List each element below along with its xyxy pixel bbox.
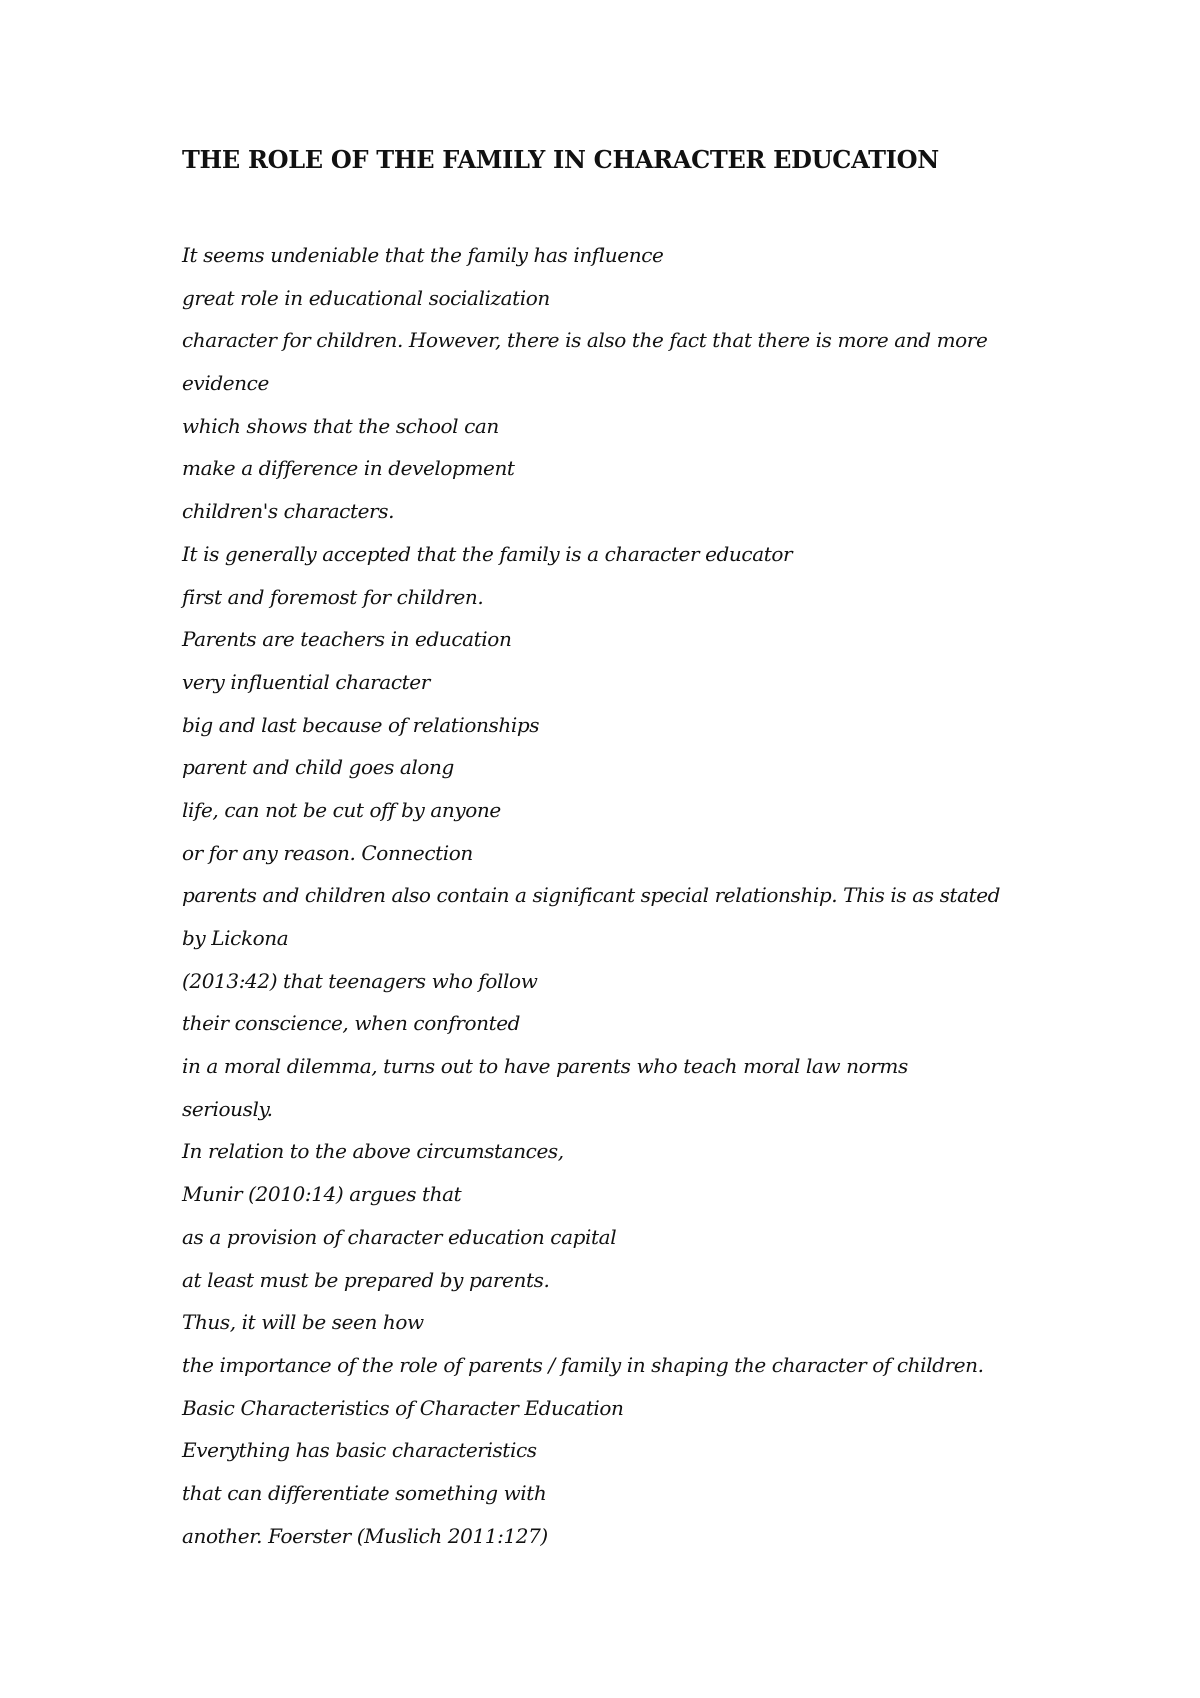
body-line: Munir (2010:14) argues that [182, 1182, 462, 1207]
body-line: great role in educational socialization [182, 285, 550, 310]
body-line: seriously. [182, 1096, 273, 1121]
body-line: parent and child goes along [182, 755, 454, 780]
body-line: at least must be prepared by parents. [182, 1267, 550, 1292]
body-line: big and last because of relationships [182, 712, 540, 737]
body-line: very influential character [182, 669, 430, 694]
body-line: that can differentiate something with [182, 1480, 547, 1505]
body-line: Parents are teachers in education [182, 627, 512, 652]
body-line: In relation to the above circumstances, [182, 1139, 564, 1164]
body-line: It is generally accepted that the family is a character educator [182, 541, 793, 566]
body-line: children's characters. [182, 499, 395, 524]
body-line: It seems undeniable that the family has influence [182, 243, 664, 267]
body-line: or for any reason. Connection [182, 840, 473, 865]
body-line: (2013:42) that teenagers who follow [182, 968, 538, 993]
body-line: in a moral dilemma, turns out to have parents who teach moral law norms [182, 1054, 908, 1079]
body-line: which shows that the school can [182, 413, 499, 438]
body-line: make a difference in development [182, 456, 515, 481]
body-line: evidence [182, 371, 269, 396]
body-line: first and foremost for children. [182, 584, 484, 609]
body-line: character for children. However, there is also the fact that there is more and more [182, 328, 988, 353]
body-line: the importance of the role of parents / family in shaping the character of children. [182, 1352, 984, 1377]
document-title: THE ROLE OF THE FAMILY IN CHARACTER EDUCATION [182, 145, 939, 174]
body-line: Everything has basic characteristics [182, 1438, 537, 1463]
body-line: another. Foerster (Muslich 2011:127) [182, 1523, 548, 1548]
body-line: parents and children also contain a significant special relationship. This is as stated [182, 883, 1001, 908]
body-line: their conscience, when confronted [182, 1011, 521, 1036]
body-line: Basic Characteristics of Character Education [182, 1395, 624, 1420]
document-body [182, 234, 1062, 1557]
body-line: as a provision of character education capital [182, 1224, 617, 1249]
body-line: life, can not be cut off by anyone [182, 797, 501, 822]
body-line: by Lickona [182, 926, 289, 950]
body-line: Thus, it will be seen how [182, 1310, 424, 1335]
